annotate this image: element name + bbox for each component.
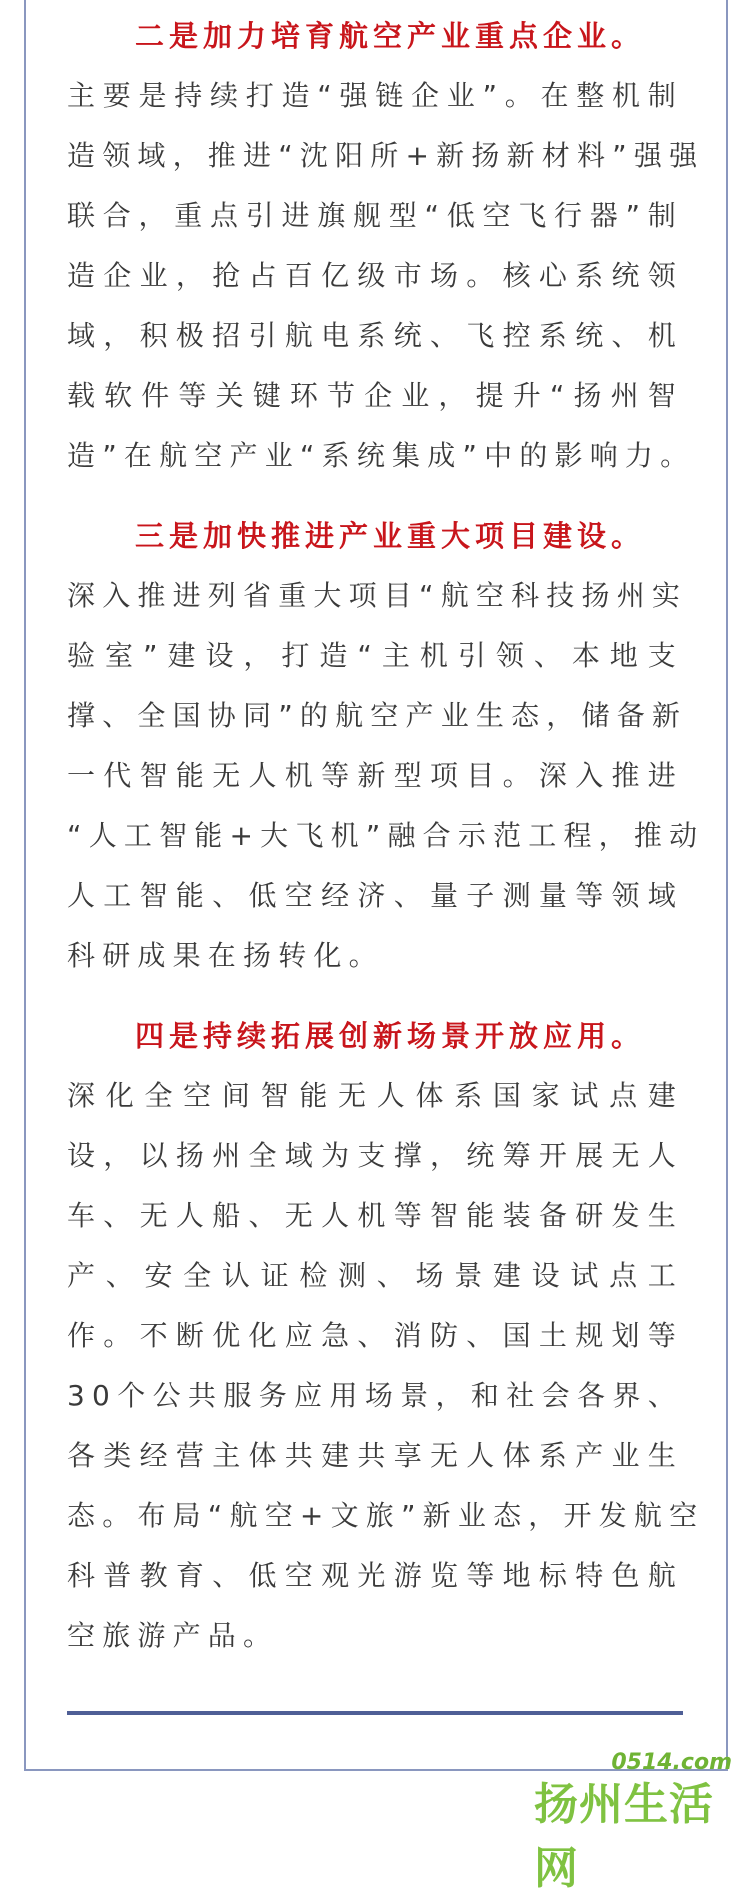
paragraph-line: “人工智能+大飞机”融合示范工程，推动 [67, 819, 705, 852]
watermark-site: 0514.com [611, 1750, 732, 1775]
section-heading: 四是持续拓展创新场景开放应用。 [135, 1019, 646, 1053]
section-paragraph [67, 566, 705, 986]
paragraph-line: 一代智能无人机等新型项目。深入推进 [67, 759, 683, 792]
section-3 [67, 506, 705, 986]
paragraph-line: 域，积极招引航电系统、飞控系统、机 [67, 319, 683, 352]
paragraph-line: 造”在航空产业“系统集成”中的影响力。 [67, 439, 696, 472]
paragraph-line: 科研成果在扬转化。 [67, 939, 384, 972]
paragraph-line: 造企业，抢占百亿级市场。核心系统领 [67, 259, 683, 292]
paragraph-line: 撑、全国协同”的航空产业生态，储备新 [67, 699, 688, 732]
paragraph-line: 各类经营主体共建共享无人体系产业生 [67, 1439, 683, 1472]
section-2 [67, 6, 705, 486]
paragraph-line: 深入推进列省重大项目“航空科技扬州实 [67, 579, 688, 612]
section-4 [67, 1006, 705, 1666]
section-paragraph [67, 66, 705, 486]
section-paragraph [67, 1066, 705, 1666]
paragraph-line: 作。不断优化应急、消防、国土规划等 [67, 1319, 683, 1352]
paragraph-line: 30个公共服务应用场景，和社会各界、 [67, 1379, 683, 1412]
paragraph-line: 造领域，推进“沈阳所+新扬新材料”强强 [67, 139, 705, 172]
section-heading: 三是加快推进产业重大项目建设。 [135, 519, 646, 553]
paragraph-line: 产、安全认证检测、场景建设试点工 [67, 1259, 683, 1292]
paragraph-line: 空旅游产品。 [67, 1619, 279, 1652]
paragraph-line: 验室”建设，打造“主机引领、本地支 [67, 639, 683, 672]
site-watermark [534, 1750, 744, 1894]
paragraph-line: 载软件等关键环节企业，提升“扬州智 [67, 379, 683, 412]
section-heading: 二是加力培育航空产业重点企业。 [135, 19, 646, 53]
paragraph-line: 态。布局“航空+文旅”新业态，开发航空 [67, 1499, 705, 1532]
paragraph-line: 联合，重点引进旗舰型“低空飞行器”制 [67, 199, 683, 232]
divider-rule [67, 1711, 683, 1715]
paragraph-line: 科普教育、低空观光游览等地标特色航 [67, 1559, 683, 1592]
paragraph-line: 深化全空间智能无人体系国家试点建 [67, 1079, 683, 1112]
watermark-name: 扬州生活网 [534, 1779, 714, 1894]
paragraph-line: 设，以扬州全域为支撑，统筹开展无人 [67, 1139, 683, 1172]
paragraph-line: 主要是持续打造“强链企业”。在整机制 [67, 79, 683, 112]
paragraph-line: 车、无人船、无人机等智能装备研发生 [67, 1199, 683, 1232]
paragraph-line: 人工智能、低空经济、量子测量等领域 [67, 879, 683, 912]
